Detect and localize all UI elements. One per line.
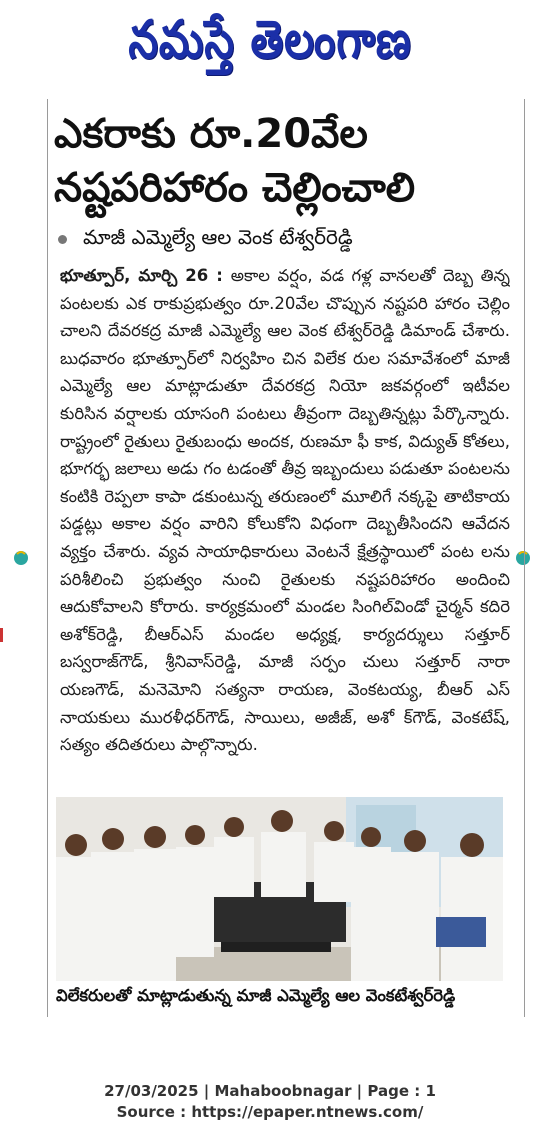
footer-info: 27/03/2025 | Mahaboobnagar | Page : 1 (104, 1082, 436, 1100)
bullet-icon (58, 235, 67, 244)
dateline: భూత్పూర్, మార్చి 26 : (60, 266, 231, 285)
article-photo (56, 797, 503, 981)
headline-line-2: నష్టపరిహారం చెల్లించాలి (54, 165, 416, 211)
masthead-title: నమస్తే తెలంగాణ (128, 8, 412, 70)
left-clip-marker-icon (10, 548, 32, 568)
footer-source[interactable]: Source : https://epaper.ntnews.com/ (116, 1103, 424, 1121)
photo-caption: విలేకరులతో మాట్లాడుతున్న మాజీ ఎమ్మెల్యే ఆల వెంకటేశ్వర్‌రెడ్డి (56, 986, 456, 1005)
masthead (0, 0, 540, 92)
article-body (60, 262, 510, 792)
subheadline (58, 222, 518, 256)
article-body-text: అకాల వర్షం, వడ గళ్ల వానలతో దెబ్బ తిన్న పంటలకు ఎక రాకుప్రభుత్వం రూ.20వేల చొప్పున నష్టపరి హారం చెల్లిం చాలని దేవరకద్ర మాజీ ఎమ్మెల్యే ఆల వెంక టేశ్వర్‌రెడ్డి డిమాండ్ చేశారు. బుధవారం భూత్పూర్‌లో నిర్వహిం చిన విలేక రుల సమావేశంలో మాజీ ఎమ్మెల్యే ఆల మాట్లాడుతూ దేవరకద్ర నియో జకవర్గంలో ఇటీవల కురిసిన వర్షాలకు యాసంగి పంటలు తీవ్రంగా దెబ్బతిన్నట్లు పేర్కొన్నారు. రాష్ట్రంలో రైతులు రైతుబంధు అందక, రుణమా ఫీ కాక, విద్యుత్ కోతలు, భూగర్భ జలాలు అడు గం టడంతో తీవ్ర ఇబ్బందులు పడుతూ పంటలను కంటికి రెప్పలా కాపా డకుంటున్న తరుణంలో మూలిగే నక్కపై తాటికాయ పడ్డట్లు అకాల వర్షం వారిని కోలుకోని విధంగా దెబ్బతీసిందని ఆవేదన వ్యక్తం చేశారు. వ్యవ సాయాధికారులు వెంటనే క్షేత్రస్థాయిలో పంట లను పరిశీలించి ప్రభుత్వం నుంచి రైతులకు నష్టపరిహారం అందించి ఆదుకోవాలని కోరారు. కార్యక్రమంలో మండల సింగిల్‌విండో చైర్మన్ కదిరె అశోక్‌రెడ్డి, బీఆర్‌ఎస్ మండల అధ్యక్ష, కార్యదర్శులు సత్తూర్ బస్వరాజ్‌గౌడ్, శ్రీనివాస్‌రెడ్డి, మాజీ సర్పం చులు సత్తూర్ నారా యణగౌడ్, మనెమోని సత్యనా రాయణ, వెంకటయ్య, బీఆర్ ఎస్ నాయకులు మురళీధర్‌గౌడ్, సాయిలు, అజీజ్, అశో క్‌గౌడ్, వెంకటేష్, సత్యం తదితరులు పాల్గొన్నారు. (60, 266, 510, 755)
headline-line-1: ఎకరాకు రూ.20వేల (54, 111, 368, 157)
subheadline-text: మాజీ ఎమ్మెల్యే ఆల వెంక టేశ్వర్‌రెడ్డి (83, 224, 353, 249)
edge-marker (0, 628, 3, 642)
meeting-photo-icon (56, 797, 503, 981)
